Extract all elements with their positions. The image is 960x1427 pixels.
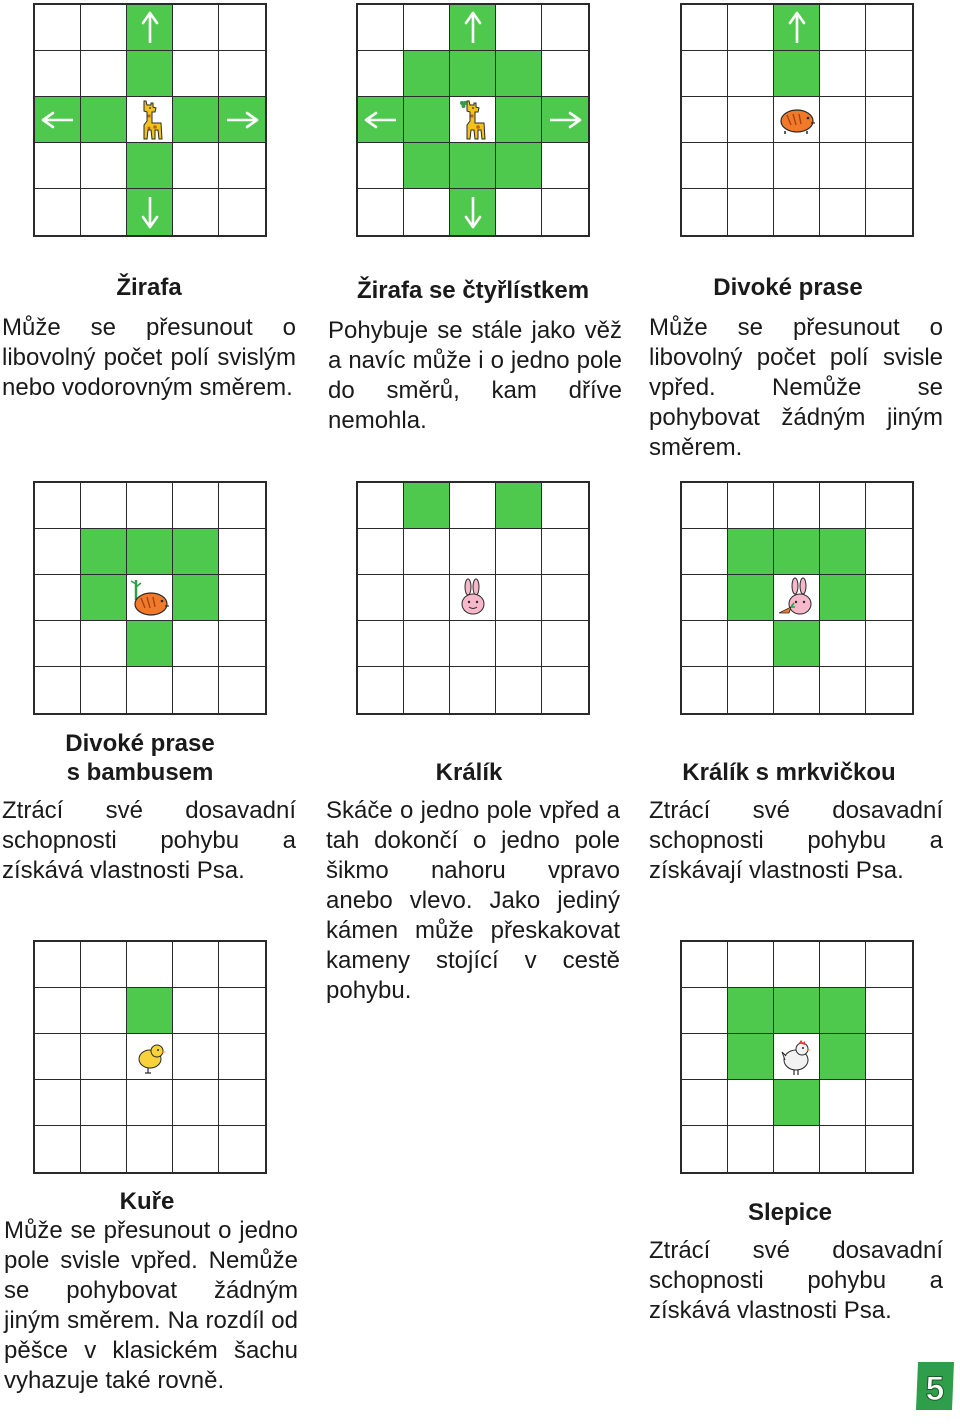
board-cell xyxy=(542,97,588,143)
board-cell xyxy=(127,575,173,621)
board-cell xyxy=(774,189,820,235)
board-cell xyxy=(542,143,588,189)
board-cell xyxy=(173,575,219,621)
board-divoke-prase xyxy=(680,3,914,237)
board-cell xyxy=(35,5,81,51)
board-cell xyxy=(81,189,127,235)
board-cell xyxy=(496,51,542,97)
board-cell xyxy=(35,621,81,667)
board-cell xyxy=(450,529,496,575)
board-cell xyxy=(219,1080,265,1126)
board-cell xyxy=(450,483,496,529)
title-slepice: Slepice xyxy=(747,1199,833,1226)
board-cell xyxy=(774,5,820,51)
desc-kure: Může se přesunout o jedno pole svisle vpřed. Nemůže se pohybovat žádným jiným směrem. Na rozdíl od pěšce v klasickém šachu vyhazuje také rovně. xyxy=(4,1217,298,1394)
chick-icon xyxy=(133,1039,167,1075)
board-cell xyxy=(866,575,912,621)
arrow-up-icon xyxy=(455,10,491,46)
board-cell xyxy=(81,97,127,143)
board-cell xyxy=(866,189,912,235)
board-cell xyxy=(127,621,173,667)
title-line-1: Divoké prase xyxy=(65,730,215,757)
board-cell xyxy=(219,529,265,575)
board-cell xyxy=(173,483,219,529)
board-cell xyxy=(358,189,404,235)
board-cell xyxy=(358,575,404,621)
board-cell xyxy=(450,667,496,713)
board-cell xyxy=(542,621,588,667)
board-cell xyxy=(820,1126,866,1172)
board-cell xyxy=(127,529,173,575)
board-cell xyxy=(173,189,219,235)
board-cell xyxy=(219,575,265,621)
board-cell xyxy=(450,621,496,667)
board-kure xyxy=(33,940,267,1174)
board-cell xyxy=(496,575,542,621)
board-cell xyxy=(127,483,173,529)
board-cell xyxy=(35,143,81,189)
hen-icon xyxy=(780,1038,814,1076)
board-cell xyxy=(219,189,265,235)
arrow-right-icon xyxy=(224,102,260,138)
board-cell xyxy=(542,575,588,621)
board-cell xyxy=(358,5,404,51)
arrow-up-icon xyxy=(779,10,815,46)
board-cell xyxy=(774,667,820,713)
board-cell xyxy=(404,575,450,621)
board-cell xyxy=(866,1080,912,1126)
board-cell xyxy=(496,667,542,713)
board-cell xyxy=(682,942,728,988)
board-cell xyxy=(774,1080,820,1126)
board-cell xyxy=(496,97,542,143)
board-cell xyxy=(81,1126,127,1172)
title-zirafa: Žirafa xyxy=(116,274,182,301)
board-cell xyxy=(404,97,450,143)
title-divoke-prase-bambus xyxy=(40,729,240,787)
board-cell xyxy=(35,97,81,143)
board-cell xyxy=(35,483,81,529)
board-cell xyxy=(219,621,265,667)
board-cell xyxy=(866,942,912,988)
board-cell xyxy=(728,1126,774,1172)
board-cell xyxy=(404,621,450,667)
board-cell xyxy=(358,667,404,713)
board-cell xyxy=(404,51,450,97)
board-cell xyxy=(219,1034,265,1080)
board-cell xyxy=(81,988,127,1034)
board-cell xyxy=(358,621,404,667)
board-cell xyxy=(542,189,588,235)
board-cell xyxy=(496,5,542,51)
arrow-left-icon xyxy=(363,102,399,138)
board-cell xyxy=(542,483,588,529)
board-cell xyxy=(774,51,820,97)
board-cell xyxy=(866,1034,912,1080)
board-cell xyxy=(542,5,588,51)
board-cell xyxy=(35,575,81,621)
board-cell xyxy=(682,988,728,1034)
board-cell xyxy=(358,97,404,143)
board-cell xyxy=(404,483,450,529)
wild-boar-with-bamboo-icon xyxy=(129,578,171,618)
board-cell xyxy=(127,667,173,713)
board-cell xyxy=(219,667,265,713)
board-cell xyxy=(173,5,219,51)
board-cell xyxy=(820,667,866,713)
board-cell xyxy=(820,143,866,189)
board-cell xyxy=(728,5,774,51)
board-cell xyxy=(728,988,774,1034)
board-kralik-mrkvicka xyxy=(680,481,914,715)
board-cell xyxy=(682,667,728,713)
board-cell xyxy=(682,143,728,189)
board-cell xyxy=(820,97,866,143)
board-cell xyxy=(542,51,588,97)
board-cell xyxy=(219,97,265,143)
giraffe-icon xyxy=(135,99,165,141)
board-cell xyxy=(682,189,728,235)
board-cell xyxy=(127,1126,173,1172)
board-cell xyxy=(820,1080,866,1126)
title-kure: Kuře xyxy=(119,1188,175,1215)
desc-divoke-prase-bambus: Ztrácí své dosavadní schopnosti pohybu a získává vlastnosti Psa. xyxy=(2,797,296,884)
board-divoke-prase-bambus xyxy=(33,481,267,715)
board-cell xyxy=(127,1034,173,1080)
board-cell xyxy=(219,5,265,51)
board-cell xyxy=(820,5,866,51)
board-cell xyxy=(358,51,404,97)
board-cell xyxy=(450,575,496,621)
board-cell xyxy=(127,942,173,988)
board-cell xyxy=(682,51,728,97)
board-cell xyxy=(219,51,265,97)
board-cell xyxy=(358,143,404,189)
board-cell xyxy=(173,143,219,189)
board-cell xyxy=(219,1126,265,1172)
board-zirafa xyxy=(33,3,267,237)
board-cell xyxy=(728,667,774,713)
board-cell xyxy=(728,51,774,97)
board-cell xyxy=(820,483,866,529)
board-cell xyxy=(866,621,912,667)
board-cell xyxy=(173,529,219,575)
board-cell xyxy=(682,575,728,621)
desc-zirafa: Může se přesunout o libovolný počet polí svislým nebo vodorovným směrem. xyxy=(2,314,296,401)
board-cell xyxy=(450,5,496,51)
arrow-left-icon xyxy=(40,102,76,138)
board-cell xyxy=(81,5,127,51)
board-cell xyxy=(728,942,774,988)
board-cell xyxy=(774,575,820,621)
board-cell xyxy=(81,143,127,189)
board-cell xyxy=(774,1126,820,1172)
title-zirafa-ctyrlistek: Žirafa se čtyřlístkem xyxy=(356,277,590,304)
board-cell xyxy=(866,529,912,575)
board-cell xyxy=(127,988,173,1034)
board-cell xyxy=(127,51,173,97)
title-divoke-prase: Divoké prase xyxy=(713,274,863,301)
board-cell xyxy=(81,1080,127,1126)
board-cell xyxy=(774,97,820,143)
board-cell xyxy=(820,51,866,97)
board-cell xyxy=(682,621,728,667)
board-cell xyxy=(682,483,728,529)
board-cell xyxy=(774,483,820,529)
board-cell xyxy=(496,621,542,667)
board-zirafa-ctyrlistek xyxy=(356,3,590,237)
board-cell xyxy=(728,529,774,575)
board-cell xyxy=(35,988,81,1034)
board-cell xyxy=(219,483,265,529)
board-cell xyxy=(173,1034,219,1080)
board-cell xyxy=(774,942,820,988)
board-cell xyxy=(404,667,450,713)
board-cell xyxy=(774,988,820,1034)
desc-divoke-prase: Může se přesunout o libovolný počet polí svisle vpřed. Nemůže se pohybovat žádným jiným směrem. xyxy=(649,314,943,461)
desc-slepice: Ztrácí své dosavadní schopnosti pohybu a získává vlastnosti Psa. xyxy=(649,1237,943,1324)
board-cell xyxy=(450,189,496,235)
board-cell xyxy=(404,5,450,51)
board-cell xyxy=(173,97,219,143)
board-cell xyxy=(35,189,81,235)
board-cell xyxy=(35,529,81,575)
board-cell xyxy=(173,1080,219,1126)
board-cell xyxy=(173,1126,219,1172)
arrow-down-icon xyxy=(132,194,168,230)
giraffe-with-clover-icon xyxy=(458,99,488,141)
title-kralik-mrkvicka: Králík s mrkvičkou xyxy=(682,759,896,786)
board-cell xyxy=(81,483,127,529)
board-cell xyxy=(35,1126,81,1172)
arrow-right-icon xyxy=(547,102,583,138)
board-cell xyxy=(728,1034,774,1080)
board-cell xyxy=(774,621,820,667)
board-cell xyxy=(35,1034,81,1080)
arrow-up-icon xyxy=(132,10,168,46)
board-cell xyxy=(81,621,127,667)
page-number-badge xyxy=(914,1360,956,1412)
board-cell xyxy=(682,97,728,143)
board-cell xyxy=(127,5,173,51)
board-cell xyxy=(450,97,496,143)
board-cell xyxy=(728,1080,774,1126)
board-cell xyxy=(404,189,450,235)
board-cell xyxy=(81,1034,127,1080)
board-cell xyxy=(728,621,774,667)
board-cell xyxy=(35,1080,81,1126)
board-cell xyxy=(820,621,866,667)
board-slepice xyxy=(680,940,914,1174)
board-cell xyxy=(820,1034,866,1080)
board-cell xyxy=(81,575,127,621)
board-cell xyxy=(820,529,866,575)
board-cell xyxy=(35,51,81,97)
board-cell xyxy=(866,483,912,529)
board-cell xyxy=(866,143,912,189)
board-kralik xyxy=(356,481,590,715)
arrow-down-icon xyxy=(455,194,491,230)
board-cell xyxy=(774,143,820,189)
board-cell xyxy=(866,97,912,143)
board-cell xyxy=(404,143,450,189)
board-cell xyxy=(542,529,588,575)
title-kralik: Králík xyxy=(435,759,503,786)
page-number: 5 xyxy=(925,1370,945,1408)
board-cell xyxy=(219,988,265,1034)
board-cell xyxy=(866,988,912,1034)
board-cell xyxy=(219,143,265,189)
rabbit-with-carrot-icon xyxy=(777,577,817,619)
desc-kralik-mrkvicka: Ztrácí své dosavadní schopnosti pohybu a získávají vlastnosti Psa. xyxy=(649,797,943,884)
board-cell xyxy=(173,988,219,1034)
board-cell xyxy=(820,988,866,1034)
board-cell xyxy=(820,189,866,235)
board-cell xyxy=(820,942,866,988)
board-cell xyxy=(127,97,173,143)
board-cell xyxy=(728,97,774,143)
board-cell xyxy=(866,1126,912,1172)
board-cell xyxy=(127,143,173,189)
board-cell xyxy=(219,942,265,988)
board-cell xyxy=(81,51,127,97)
board-cell xyxy=(682,5,728,51)
board-cell xyxy=(81,529,127,575)
rabbit-icon xyxy=(456,578,490,618)
board-cell xyxy=(496,189,542,235)
board-cell xyxy=(450,51,496,97)
board-cell xyxy=(127,1080,173,1126)
board-cell xyxy=(774,529,820,575)
desc-zirafa-ctyrlistek: Pohybuje se stále jako věž a navíc může i o jedno pole do směrů, kam dříve nemohla. xyxy=(328,317,622,434)
wild-boar-icon xyxy=(777,105,817,135)
board-cell xyxy=(728,189,774,235)
board-cell xyxy=(866,5,912,51)
board-cell xyxy=(682,1034,728,1080)
board-cell xyxy=(682,1080,728,1126)
board-cell xyxy=(173,51,219,97)
board-cell xyxy=(866,667,912,713)
board-cell xyxy=(866,51,912,97)
board-cell xyxy=(728,575,774,621)
desc-kralik: Skáče o jedno pole vpřed a tah dokončí o jedno pole šikmo nahoru vpravo anebo vlevo. Jako jediný kámen může přeskakovat kameny stojící v cestě pohybu. xyxy=(326,797,620,1004)
board-cell xyxy=(682,529,728,575)
board-cell xyxy=(728,483,774,529)
board-cell xyxy=(682,1126,728,1172)
board-cell xyxy=(358,483,404,529)
board-cell xyxy=(173,667,219,713)
board-cell xyxy=(404,529,450,575)
board-cell xyxy=(542,667,588,713)
board-cell xyxy=(820,575,866,621)
board-cell xyxy=(496,143,542,189)
board-cell xyxy=(81,667,127,713)
title-line-2: s bambusem xyxy=(66,759,214,786)
board-cell xyxy=(496,483,542,529)
board-cell xyxy=(728,143,774,189)
board-cell xyxy=(774,1034,820,1080)
board-cell xyxy=(173,621,219,667)
board-cell xyxy=(450,143,496,189)
board-cell xyxy=(35,942,81,988)
board-cell xyxy=(35,667,81,713)
board-cell xyxy=(127,189,173,235)
board-cell xyxy=(81,942,127,988)
board-cell xyxy=(173,942,219,988)
board-cell xyxy=(496,529,542,575)
board-cell xyxy=(358,529,404,575)
